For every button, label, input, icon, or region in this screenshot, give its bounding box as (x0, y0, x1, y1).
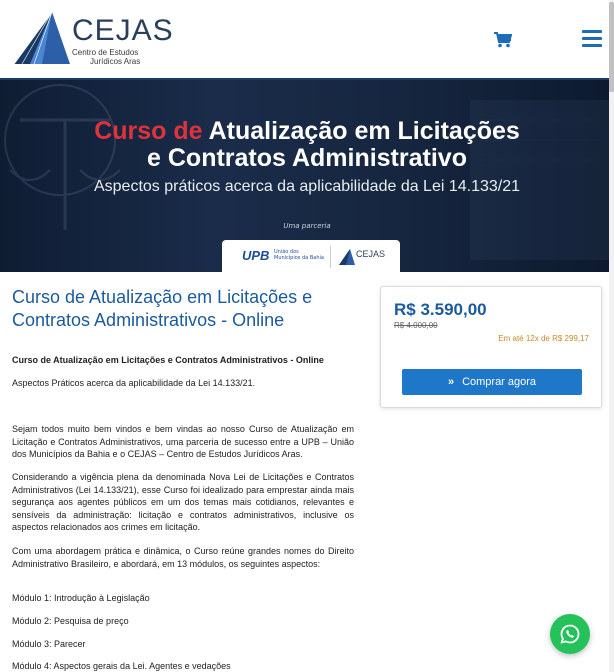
course-paragraph-1: Sejam todos muito bem vindos e bem vindas ao nosso Curso de Atualização em Licitação e Contratos Administrativos, uma parceria de sucesso entre a UPB – União dos Municípios da Bahia e o CEJAS – Centro de Estudos Jurídicos Aras. (12, 424, 354, 459)
upb-logo-subtitle (274, 249, 324, 261)
banner-partnership-label: Uma parceria (283, 222, 331, 230)
upb-sub-line-2: Municípios da Bahia (274, 255, 324, 261)
course-title: Curso de Atualização em Licitações e Contratos Administrativos - Online (12, 287, 313, 330)
page-scrollbar[interactable] (609, 0, 614, 672)
course-paragraph-2: Considerando a vigência plena da denominada Nova Lei de Licitações e Contratos Administrativos (Lei 14.133/21), esse Curso foi idealizado para emprestar ainda mais segurança aos agentes públicos em um dos temas mais cotidianos, relevantes e sensíveis da administração: licitação e contratos administrativos, inclusive os aspectos relacionados aos crimes em licitação. (12, 472, 354, 532)
current-price: R$ 3.590,00 (394, 300, 487, 319)
logo-divider (330, 246, 331, 268)
double-chevron-right-icon: » (447, 376, 455, 388)
site-header (0, 0, 614, 80)
logo-subtitle (72, 48, 140, 66)
logo-name: CEJAS (72, 14, 174, 47)
course-bold-heading: Curso de Atualização em Licitações e Contratos Administrativos - Online (12, 355, 324, 365)
old-price: R$ 4.000,00 (394, 321, 438, 330)
price-card (380, 286, 602, 408)
cejas-logo-mark-icon (12, 10, 72, 68)
banner-subtitle: Aspectos práticos acerca da aplicabilidade da Lei 14.133/21 (93, 178, 521, 195)
course-subheading: Aspectos Práticos acerca da aplicabilidade da Lei 14.133/21. (12, 378, 256, 388)
module-item: Módulo 1: Introdução à Legislação (12, 593, 150, 603)
hamburger-menu-icon[interactable] (582, 30, 602, 48)
menu-bar (582, 44, 602, 47)
buy-now-button[interactable] (402, 369, 582, 395)
module-item: Módulo 2: Pesquisa de preço (12, 616, 129, 626)
logo-sub-line-1: Centro de Estudos (72, 48, 139, 57)
upb-sub-line-1: União dos (274, 249, 299, 255)
whatsapp-icon (560, 624, 580, 644)
upb-logo: UPB (242, 248, 270, 263)
buy-now-label: Comprar agora (462, 376, 537, 388)
cejas-logo[interactable] (12, 10, 174, 68)
banner-title-red: Curso de (94, 117, 203, 145)
module-item: Módulo 3: Parecer (12, 639, 86, 649)
banner-title-line-2: e Contratos Administrativo (147, 144, 467, 172)
whatsapp-button[interactable] (550, 614, 590, 654)
logo-sub-line-2: Jurídicos Aras (90, 57, 141, 66)
menu-bar (582, 30, 602, 33)
course-banner (0, 80, 614, 272)
module-item: Módulo 4: Aspectos gerais da Lei. Agentes e vedações (12, 661, 231, 671)
course-paragraph-3: Com uma abordagem prática e dinâmica, o Curso reúne grandes nomes do Direito Administrativo Brasileiro, e abordará, em 13 módulos, os seguintes aspectos: (12, 546, 354, 569)
menu-bar (582, 37, 602, 40)
cejas-small-logo-text: CEJAS (356, 249, 386, 259)
banner-title-rest: Atualização em Licitações (202, 117, 520, 145)
banner-title-line-1 (0, 118, 614, 145)
scrollbar-thumb[interactable] (609, 2, 614, 92)
cejas-small-logo-icon (338, 248, 356, 266)
cart-icon[interactable] (494, 32, 512, 48)
partner-logos-card (222, 240, 400, 272)
installments-text: Em até 12x de R$ 299,17 (498, 334, 589, 343)
